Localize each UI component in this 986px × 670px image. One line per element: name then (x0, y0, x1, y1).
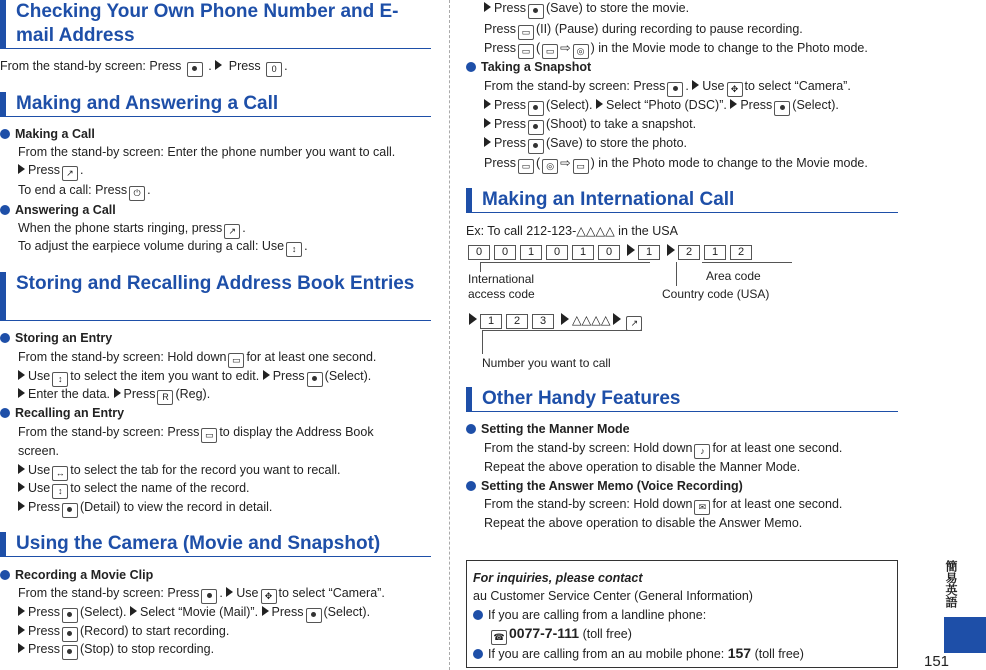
photo-mode-line: Press ▭ ( ▭ ⇨ ◎ ) in the Movie mode to change to the Photo mode. (484, 40, 868, 59)
recalling-line1: From the stand-by screen: Press ▭ to display the Address Book (18, 424, 374, 443)
storing-line1: From the stand-by screen: Hold down ▭ for at least one second. (18, 349, 376, 368)
camera-icon: ◎ (542, 159, 558, 174)
call-key-icon: ↗ (224, 224, 240, 239)
zero-key-icon: 0 (266, 62, 282, 77)
arrow-icon (18, 625, 25, 635)
digit-key: 2 (506, 314, 528, 329)
arrow-icon (18, 643, 25, 653)
number-digits (480, 313, 558, 327)
recording-record-line: Press (Record) to start recording. (18, 623, 229, 642)
center-key-icon (307, 372, 323, 387)
recalling-use2-line: Use ↕ to select the name of the record. (18, 480, 250, 499)
tick-line (482, 330, 642, 331)
page-number: 151 (924, 653, 950, 670)
snapshot-shoot-line: Press (Shoot) to take a snapshot. (484, 116, 696, 135)
center-key-icon (62, 503, 78, 518)
digit-key: 2 (730, 245, 752, 260)
tick-line (702, 262, 792, 263)
arrow-icon (484, 99, 491, 109)
bullet-icon (473, 649, 483, 659)
address-book-key-icon: ▭ (228, 353, 244, 368)
arrow-icon (667, 244, 675, 256)
bullet-icon (0, 570, 10, 580)
inquiry-mobile: If you are calling from an au mobile phone: 157 (toll free) (473, 645, 804, 662)
label-number: Number you want to call (482, 356, 611, 370)
arrow-icon (262, 606, 269, 616)
section-title-making-call: Making and Answering a Call (0, 92, 431, 117)
arrow-icon (730, 99, 737, 109)
label-international: International (468, 272, 535, 286)
updown-key-icon: ↕ (286, 242, 302, 257)
call-key-icon: ↗ (626, 316, 642, 331)
free-dial-icon: ☎ (491, 630, 507, 645)
access-code-digits (468, 244, 624, 258)
digit-key: 1 (520, 245, 542, 260)
arrow-icon (627, 244, 635, 256)
tick-line (482, 330, 483, 354)
snapshot-heading: Taking a Snapshot (466, 59, 591, 75)
label-area-code: Area code (706, 269, 761, 283)
digit-key: 1 (572, 245, 594, 260)
memo-heading: Setting the Answer Memo (Voice Recording) (466, 478, 743, 494)
bullet-icon (0, 129, 10, 139)
section-title-camera: Using the Camera (Movie and Snapshot) (0, 532, 431, 557)
section-title-international: Making an International Call (466, 188, 898, 213)
column-divider (449, 0, 450, 670)
arrow-icon (469, 313, 477, 325)
address-book-key-icon: ▭ (201, 428, 217, 443)
tick-line (480, 262, 650, 263)
pause-line: Press ▭ (II) (Pause) during recording to pause recording. (484, 21, 803, 40)
bullet-icon (473, 610, 483, 620)
call-key-icon: ↗ (62, 166, 78, 181)
center-key-icon (528, 120, 544, 135)
manner-line2: Repeat the above operation to disable the Manner Mode. (484, 460, 801, 474)
inquiry-landline-number: ☎ 0077-7-111 (toll free) (489, 625, 632, 645)
arrow-icon (18, 606, 25, 616)
recalling-heading: Recalling an Entry (0, 405, 124, 421)
arrow-icon (18, 388, 25, 398)
arrow-icon (130, 606, 137, 616)
intl-dial-sequence-1 (468, 243, 756, 260)
recording-select-line: Press (Select). Select “Movie (Mail)”. Press (Select). (18, 604, 370, 623)
making-call-heading: Making a Call (0, 126, 95, 142)
answering-line1: When the phone starts ringing, press ↗ . (18, 220, 246, 239)
section-title-other-features: Other Handy Features (466, 387, 898, 412)
digit-key: 0 (598, 245, 620, 260)
memo-line1: From the stand-by screen: Hold down ✉ for at least one second. (484, 496, 842, 515)
end-call-line: To end a call: Press ⏻ . (18, 182, 151, 201)
arrow-icon (484, 137, 491, 147)
recording-heading: Recording a Movie Clip (0, 567, 153, 583)
address-book-key-icon: ▭ (518, 25, 534, 40)
multi-key-icon: ✥ (727, 82, 743, 97)
address-book-key-icon: ▭ (518, 159, 534, 174)
end-key-icon: ⏻ (129, 186, 145, 201)
phone-number-instruction: From the stand-by screen: Press . Press 0 . (0, 58, 288, 77)
digit-key: 0 (546, 245, 568, 260)
center-key-icon (667, 82, 683, 97)
recalling-press-line: Press (Detail) to view the record in detail. (18, 499, 272, 518)
snapshot-line1: From the stand-by screen: Press . Use ✥ to select “Camera”. (484, 78, 851, 97)
address-book-key-icon: ▭ (518, 44, 534, 59)
label-access-code: access code (468, 287, 535, 301)
center-key-icon (62, 645, 78, 660)
arrow-icon (561, 313, 569, 325)
reg-key-icon: R (157, 390, 173, 405)
bullet-icon (0, 408, 10, 418)
bullet-icon (0, 333, 10, 343)
tick-line (676, 262, 677, 286)
bullet-icon (466, 481, 476, 491)
section-title-phone-number: Checking Your Own Phone Number and E-mail Address (0, 0, 431, 49)
updown-key-icon: ↕ (52, 484, 68, 499)
storing-heading: Storing an Entry (0, 330, 112, 346)
center-key-icon (187, 62, 203, 77)
arrow-icon (613, 313, 621, 325)
arrow-icon (484, 2, 491, 12)
arrow-icon (18, 370, 25, 380)
bullet-icon (0, 205, 10, 215)
save-movie-line: Press (Save) to store the movie. (484, 0, 689, 19)
movie-mode-line: Press ▭ ( ◎ ⇨ ▭ ) in the Photo mode to change to the Movie mode. (484, 155, 868, 174)
arrow-icon (18, 482, 25, 492)
recalling-screen: screen. (18, 444, 59, 458)
digit-key: 1 (704, 245, 726, 260)
manner-line1: From the stand-by screen: Hold down ♪ for at least one second. (484, 440, 842, 459)
arrow-icon (596, 99, 603, 109)
storing-enter-line: Enter the data. Press R (Reg). (18, 386, 210, 405)
snapshot-save-line: Press (Save) to store the photo. (484, 135, 687, 154)
arrow-icon (215, 60, 222, 70)
arrow-icon (18, 164, 25, 174)
side-tab (944, 617, 986, 653)
recording-stop-line: Press (Stop) to stop recording. (18, 641, 214, 660)
center-key-icon (62, 627, 78, 642)
updown-key-icon: ↕ (52, 372, 68, 387)
recording-line1: From the stand-by screen: Press . Use ✥ to select “Camera”. (18, 585, 385, 604)
center-key-icon (201, 589, 217, 604)
arrow-icon (226, 587, 233, 597)
inquiry-box (466, 560, 898, 668)
center-key-icon (528, 101, 544, 116)
camera-icon: ◎ (573, 44, 589, 59)
inquiry-landline: If you are calling from a landline phone: (473, 607, 706, 623)
bullet-icon (466, 62, 476, 72)
intl-example: Ex: To call 212-123-△△△△ in the USA (466, 224, 678, 238)
memo-key-icon: ✉ (694, 500, 710, 515)
arrow-icon (263, 370, 270, 380)
arrow-icon (484, 118, 491, 128)
digit-key: 1 (638, 245, 660, 260)
digit-key: 2 (678, 245, 700, 260)
center-key-icon (774, 101, 790, 116)
center-key-icon (528, 4, 544, 19)
digit-key: 0 (494, 245, 516, 260)
side-label: 簡易英語 (944, 560, 958, 608)
snapshot-select-line: Press (Select). Select “Photo (DSC)”. Press (Select). (484, 97, 839, 116)
inquiry-center: au Customer Service Center (General Information) (473, 589, 753, 603)
bullet-icon (466, 424, 476, 434)
digit-key: 0 (468, 245, 490, 260)
making-call-press: Press ↗ . (18, 162, 83, 181)
recalling-use-line: Use ↔ to select the tab for the record you want to recall. (18, 462, 341, 481)
inquiry-heading: For inquiries, please contact (473, 571, 643, 585)
arrow-icon (18, 501, 25, 511)
arrow-icon (114, 388, 121, 398)
center-key-icon (306, 608, 322, 623)
area-code-digits (678, 244, 756, 258)
memo-line2: Repeat the above operation to disable the Answer Memo. (484, 516, 803, 530)
arrow-icon (692, 80, 699, 90)
tick-line (480, 262, 481, 272)
answering-call-heading: Answering a Call (0, 202, 116, 218)
label-country-code: Country code (USA) (662, 287, 770, 301)
country-code-digits (638, 244, 664, 258)
center-key-icon (528, 139, 544, 154)
section-title-address-book: Storing and Recalling Address Book Entries (0, 272, 431, 321)
answering-line2: To adjust the earpiece volume during a call: Use ↕ . (18, 238, 308, 257)
making-call-line1: From the stand-by screen: Enter the phone number you want to call. (18, 145, 396, 159)
leftright-key-icon: ↔ (52, 466, 68, 481)
arrow-icon (18, 464, 25, 474)
digit-key: 3 (532, 314, 554, 329)
storing-use-line: Use ↕ to select the item you want to edit. Press (Select). (18, 368, 371, 387)
intl-dial-sequence-2 (466, 312, 644, 331)
center-key-icon (62, 608, 78, 623)
number-triangles: △△△△ (572, 313, 611, 327)
manner-key-icon: ♪ (694, 444, 710, 459)
manner-heading: Setting the Manner Mode (466, 421, 630, 437)
multi-key-icon: ✥ (261, 589, 277, 604)
movie-icon: ▭ (573, 159, 589, 174)
digit-key: 1 (480, 314, 502, 329)
movie-icon: ▭ (542, 44, 558, 59)
